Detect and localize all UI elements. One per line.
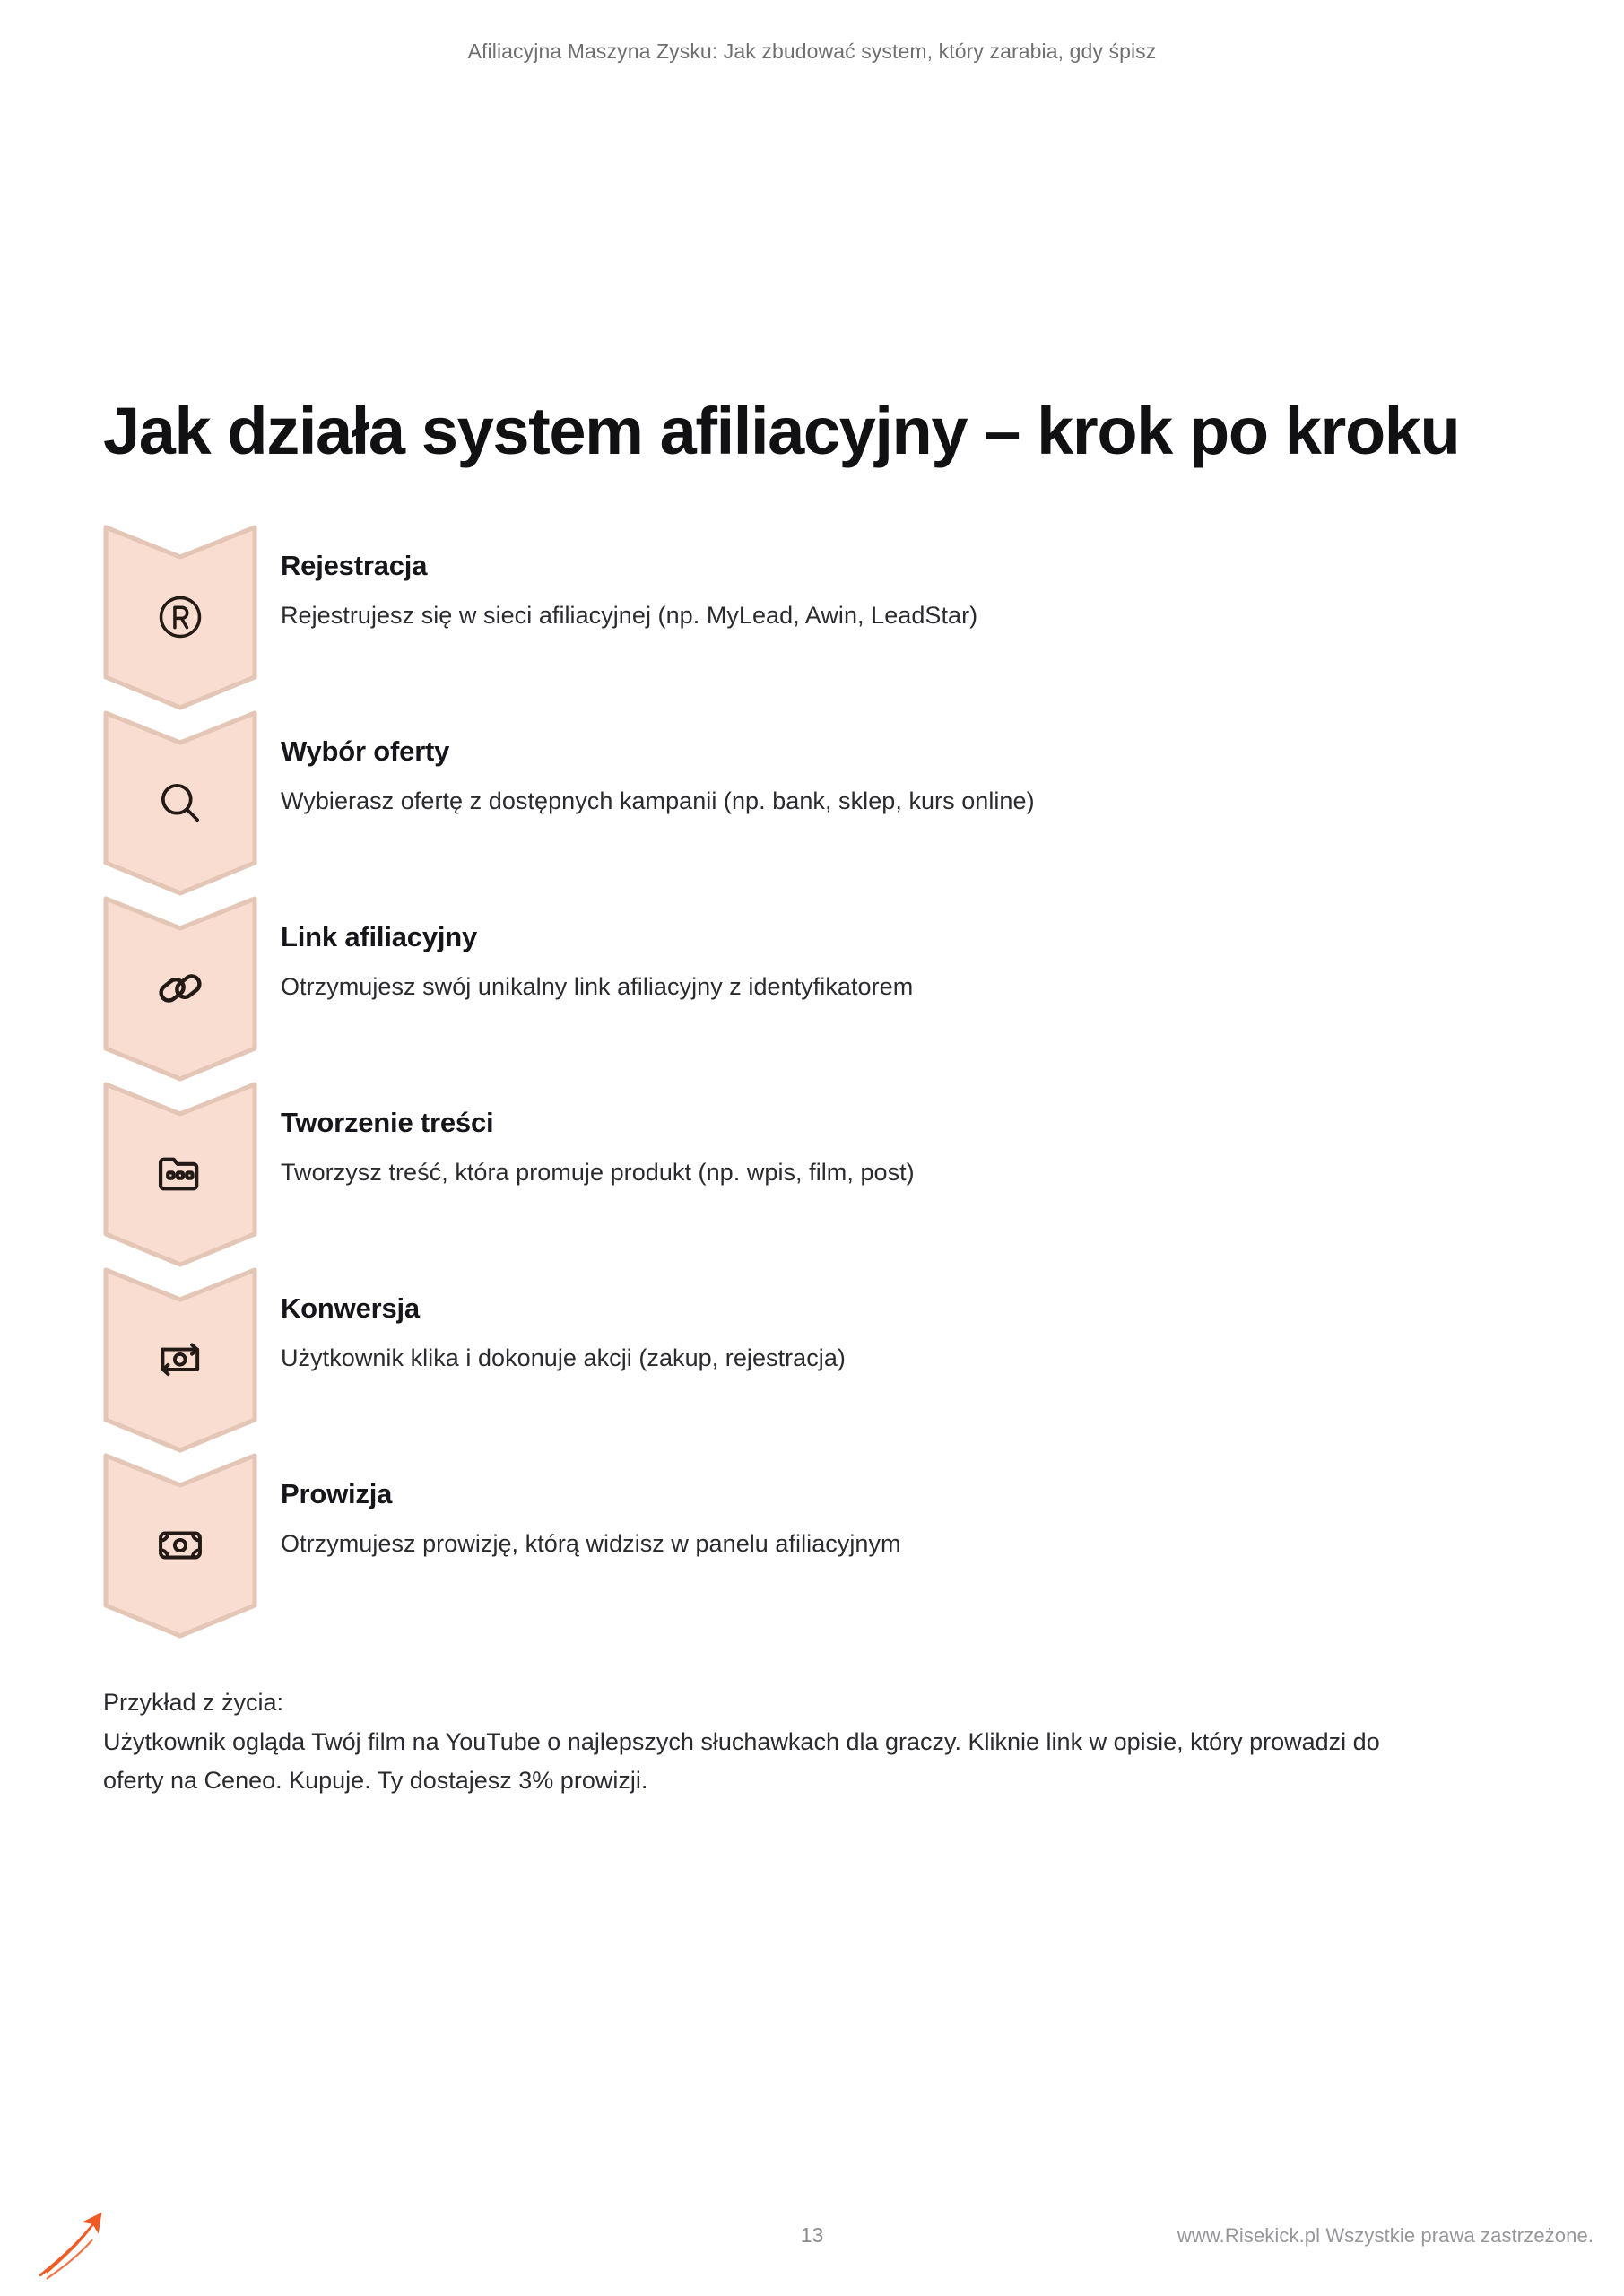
step-title: Link afiliacyjny bbox=[281, 920, 478, 952]
step-item bbox=[103, 1082, 1524, 1267]
registered-r-icon bbox=[155, 592, 205, 642]
step-badge bbox=[103, 1453, 257, 1639]
step-text bbox=[281, 1082, 1524, 1187]
banknote-icon bbox=[155, 1520, 205, 1570]
step-item bbox=[103, 710, 1524, 896]
steps-list bbox=[103, 525, 1524, 1639]
step-description: Użytkownik klika i dokonuje akcji (zakup, rejestracja) bbox=[281, 1344, 846, 1371]
folder-dots-icon bbox=[155, 1149, 205, 1199]
step-badge bbox=[103, 525, 257, 710]
step-text bbox=[281, 1453, 1524, 1558]
step-badge bbox=[103, 710, 257, 896]
example-block bbox=[103, 1683, 1439, 1801]
step-item bbox=[103, 896, 1524, 1082]
step-title: Konwersja bbox=[281, 1292, 420, 1324]
footer-copyright: www.Risekick.pl Wszystkie prawa zastrzeżone. bbox=[1177, 2224, 1594, 2247]
step-text bbox=[281, 525, 1524, 630]
step-item bbox=[103, 1267, 1524, 1453]
running-header: Afiliacyjna Maszyna Zysku: Jak zbudować system, który zarabia, gdy śpisz bbox=[467, 39, 1157, 63]
page-footer bbox=[0, 2161, 1624, 2296]
step-description: Rejestrujesz się w sieci afiliacyjnej (np. MyLead, Awin, LeadStar) bbox=[281, 601, 978, 629]
money-transfer-icon bbox=[155, 1335, 205, 1385]
step-description: Tworzysz treść, która promuje produkt (np. wpis, film, post) bbox=[281, 1158, 915, 1186]
step-description: Otrzymujesz prowizję, którą widzisz w panelu afiliacyjnym bbox=[281, 1529, 901, 1557]
step-title: Tworzenie treści bbox=[281, 1106, 494, 1138]
step-badge bbox=[103, 1082, 257, 1267]
page-title: Jak działa system afiliacyjny – krok po kroku bbox=[103, 394, 1460, 468]
step-title: Wybór oferty bbox=[281, 735, 450, 767]
step-item bbox=[103, 525, 1524, 710]
step-badge bbox=[103, 1267, 257, 1453]
step-title: Rejestracja bbox=[281, 549, 428, 581]
footer-page-number: 13 bbox=[800, 2223, 824, 2247]
step-text bbox=[281, 1267, 1524, 1372]
example-label: Przykład z życia: bbox=[103, 1688, 284, 1716]
step-description: Wybierasz ofertę z dostępnych kampanii (np. bank, sklep, kurs online) bbox=[281, 787, 1035, 814]
step-title: Prowizja bbox=[281, 1477, 393, 1509]
step-badge bbox=[103, 896, 257, 1082]
step-text bbox=[281, 896, 1524, 1001]
step-item bbox=[103, 1453, 1524, 1639]
link-chain-icon bbox=[155, 963, 205, 1013]
page-body bbox=[103, 395, 1524, 1801]
step-text bbox=[281, 710, 1524, 815]
example-body: Użytkownik ogląda Twój film na YouTube o najlepszych słuchawkach dla graczy. Kliknie link w opisie, który prowadzi do oferty na Ceneo. Kupuje. Ty dostajesz 3% prowizji. bbox=[103, 1727, 1380, 1795]
search-icon bbox=[155, 778, 205, 828]
step-description: Otrzymujesz swój unikalny link afiliacyjny z identyfikatorem bbox=[281, 972, 914, 1000]
